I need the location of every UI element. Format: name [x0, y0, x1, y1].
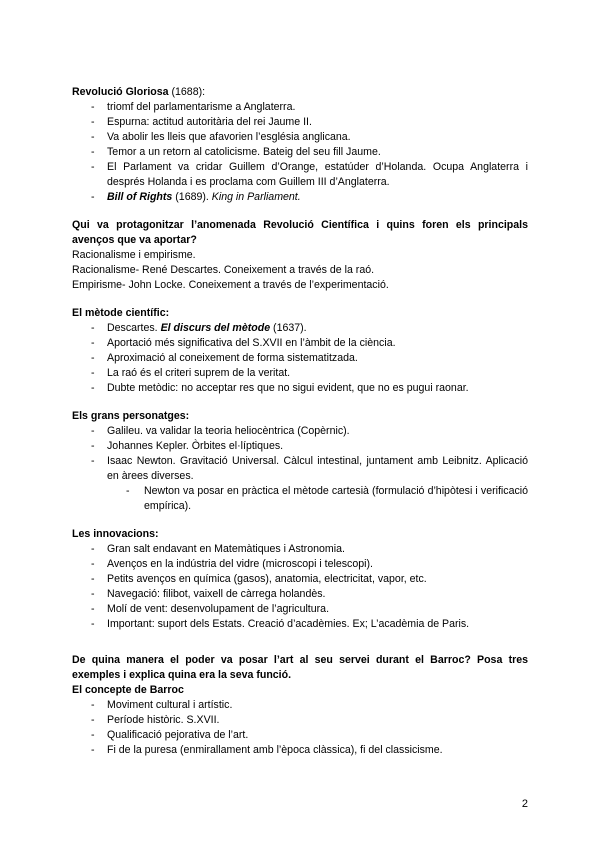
list-item: - El Parlament va cridar Guillem d’Orange, estatúder d’Holanda. Ocupa Anglaterra i després Holanda i es proclama com Guillem III d’Anglaterra. [72, 160, 528, 190]
metode-heading: El mètode científic: [72, 307, 170, 319]
list-item: - Aportació més significativa del S.XVII en l’àmbit de la ciència. [72, 336, 528, 351]
list-item: - Moviment cultural i artístic. [72, 698, 528, 713]
list-item: - Fi de la puresa (enmirallament amb l’època clàssica), fi del classicisme. [72, 743, 528, 758]
list-item: - Avenços en la indústria del vidre (microscopi i telescopi). [72, 557, 528, 572]
question-barroc: De quina manera el poder va posar l’art al seu servei durant el Barroc? Posa tres exemples i explica quina era la seva funció. [72, 654, 528, 681]
list-item: - Dubte metòdic: no acceptar res que no sigui evident, que no es pugui raonar. [72, 381, 528, 396]
personatges-list [72, 424, 528, 484]
list-item: - Isaac Newton. Gravitació Universal. Càlcul intestinal, juntament amb Leibnitz. Aplicació en àrees diverses. [72, 454, 528, 484]
personatges-sublist [72, 484, 528, 514]
list-item: - Navegació: filibot, vaixell de càrrega holandès. [72, 587, 528, 602]
list-item: - Important: suport dels Estats. Creació d’acadèmies. Ex; L’acadèmia de Paris. [72, 617, 528, 632]
innovacions-list [72, 542, 528, 632]
barroc-list [72, 698, 528, 758]
list-item: - Johannes Kepler. Òrbites el·líptiques. [72, 439, 528, 454]
question-revolucio-cientifica: Qui va protagonitzar l’anomenada Revolució Científica i quins foren els principals avenços que va aportar? [72, 219, 528, 246]
list-item: - Espurna: actitud autoritària del rei Jaume II. [72, 115, 528, 130]
list-item: - Temor a un retorn al catolicisme. Bateig del seu fill Jaume. [72, 145, 528, 160]
list-item: - La raó és el criteri suprem de la veritat. [72, 366, 528, 381]
list-item: - Petits avenços en química (gasos), anatomia, electricitat, vapor, etc. [72, 572, 528, 587]
answer-line: Racionalisme- René Descartes. Coneixement a través de la raó. [72, 264, 375, 276]
list-item: - Qualificació pejorativa de l’art. [72, 728, 528, 743]
list-item: - triomf del parlamentarisme a Anglaterra. [72, 100, 528, 115]
metode-list [72, 321, 528, 396]
list-item: - Gran salt endavant en Matemàtiques i Astronomia. [72, 542, 528, 557]
revolucio-list [72, 100, 528, 205]
answer-line: Racionalisme i empirisme. [72, 249, 196, 261]
list-item: - Aproximació al coneixement de forma sistematitzada. [72, 351, 528, 366]
page-number: 2 [521, 798, 528, 810]
list-item: - Molí de vent: desenvolupament de l’agricultura. [72, 602, 528, 617]
list-item: - Va abolir les lleis que afavorien l’església anglicana. [72, 130, 528, 145]
personatges-heading: Els grans personatges: [72, 410, 190, 422]
list-item: - Període històric. S.XVII. [72, 713, 528, 728]
list-item-descartes: - Descartes. El discurs del mètode (1637). [72, 321, 528, 336]
revolucio-heading: Revolució Gloriosa (1688): [72, 86, 206, 98]
list-subitem: - Newton va posar en pràctica el mètode cartesià (formulació d’hipòtesi i verificació empírica). [72, 484, 528, 514]
list-item-bill-of-rights: - Bill of Rights (1689). King in Parliament. [72, 190, 528, 205]
innovacions-heading: Les innovacions: [72, 528, 159, 540]
list-item: - Galileu. va validar la teoria heliocèntrica (Copèrnic). [72, 424, 528, 439]
barroc-heading: El concepte de Barroc [72, 684, 184, 696]
answer-line: Empirisme- John Locke. Coneixement a través de l’experimentació. [72, 279, 389, 291]
